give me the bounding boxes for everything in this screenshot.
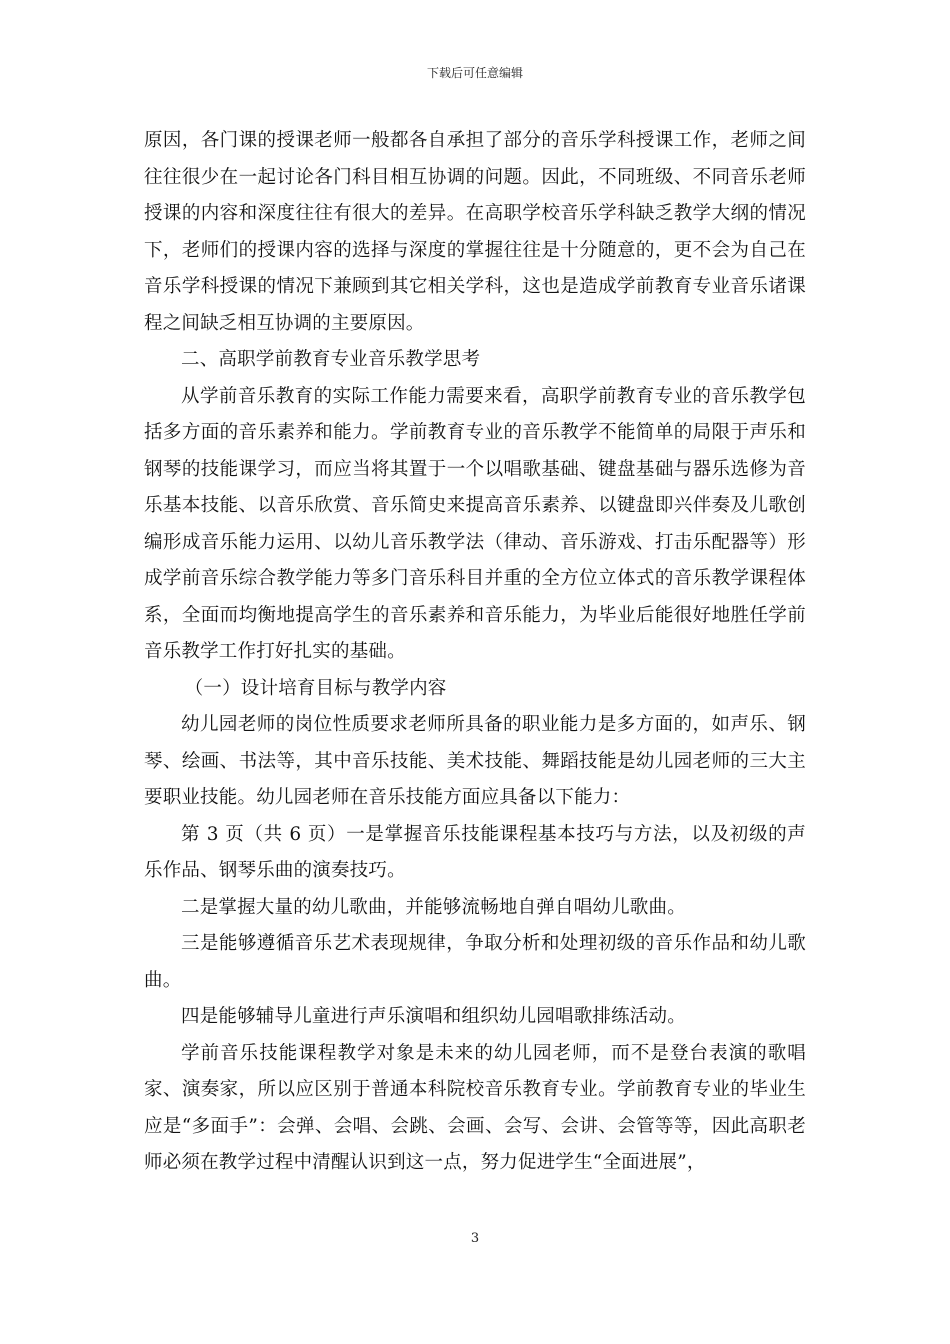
paragraph: 从学前音乐教育的实际工作能力需要来看，高职学前教育专业的音乐教学包括多方面的音乐素养和能力。学前教育专业的音乐教学不能简单的局限于声乐和钢琴的技能课学习，而应当将其置于一个以唱歌基础、键盘基础与器乐选修为音乐基本技能、以音乐欣赏、音乐简史来提高音乐素养、以键盘即兴伴奏及儿歌创编形成音乐能力运用、以幼儿音乐教学法（律动、音乐游戏、打击乐配器等）形成学前音乐综合教学能力等多门音乐科目并重的全方位立体式的音乐教学课程体系，全面而均衡地提高学生的音乐素养和音乐能力，为毕业后能很好地胜任学前音乐教学工作打好扎实的基础。: [144, 385, 806, 662]
paragraph-continued: 原因，各门课的授课老师一般都各自承担了部分的音乐学科授课工作，老师之间往往很少在一起讨论各门科目相互协调的问题。因此，不同班级、不同音乐老师授课的内容和深度往往有很大的差异。在高职学校音乐学科缺乏教学大纲的情况下，老师们的授课内容的选择与深度的掌握往往是十分随意的，更不会为自己在音乐学科授课的情况下兼顾到其它相关学科，这也是造成学前教育专业音乐诸课程之间缺乏相互协调的主要原因。: [144, 130, 806, 334]
paragraph: 学前音乐技能课程教学对象是未来的幼儿园老师，而不是登台表演的歌唱家、演奏家，所以应区别于普通本科院校音乐教育专业。学前教育专业的毕业生应是“多面手”：会弹、会唱、会跳、会画、会写、会讲、会管等等，因此高职老师必须在教学过程中清醒认识到这一点，努力促进学生“全面进展”，: [144, 1042, 806, 1173]
page-header: 下载后可任意编辑: [426, 66, 523, 80]
paragraph: 四是能够辅导儿童进行声乐演唱和组织幼儿园唱歌排练活动。: [181, 1006, 686, 1027]
paragraph: 第 3 页（共 6 页）一是掌握音乐技能课程基本技巧与方法，以及初级的声乐作品、钢琴乐曲的演奏技巧。: [144, 823, 806, 881]
paragraph: 三是能够遵循音乐艺术表现规律，争取分析和处理初级的音乐作品和幼儿歌曲。: [144, 933, 806, 991]
page-number: 3: [470, 1231, 480, 1246]
subsection-heading: （一）设计培育目标与教学内容: [184, 677, 447, 699]
section-heading: 二、高职学前教育专业音乐教学思考: [181, 349, 481, 370]
paragraph: 幼儿园老师的岗位性质要求老师所具备的职业能力是多方面的，如声乐、钢琴、绘画、书法等，其中音乐技能、美术技能、舞蹈技能是幼儿园老师的三大主要职业技能。幼儿园老师在音乐技能方面应具备以下能力：: [144, 714, 806, 808]
paragraph: 二是掌握大量的幼儿歌曲，并能够流畅地自弹自唱幼儿歌曲。: [181, 896, 686, 918]
document-body: [144, 123, 806, 1182]
